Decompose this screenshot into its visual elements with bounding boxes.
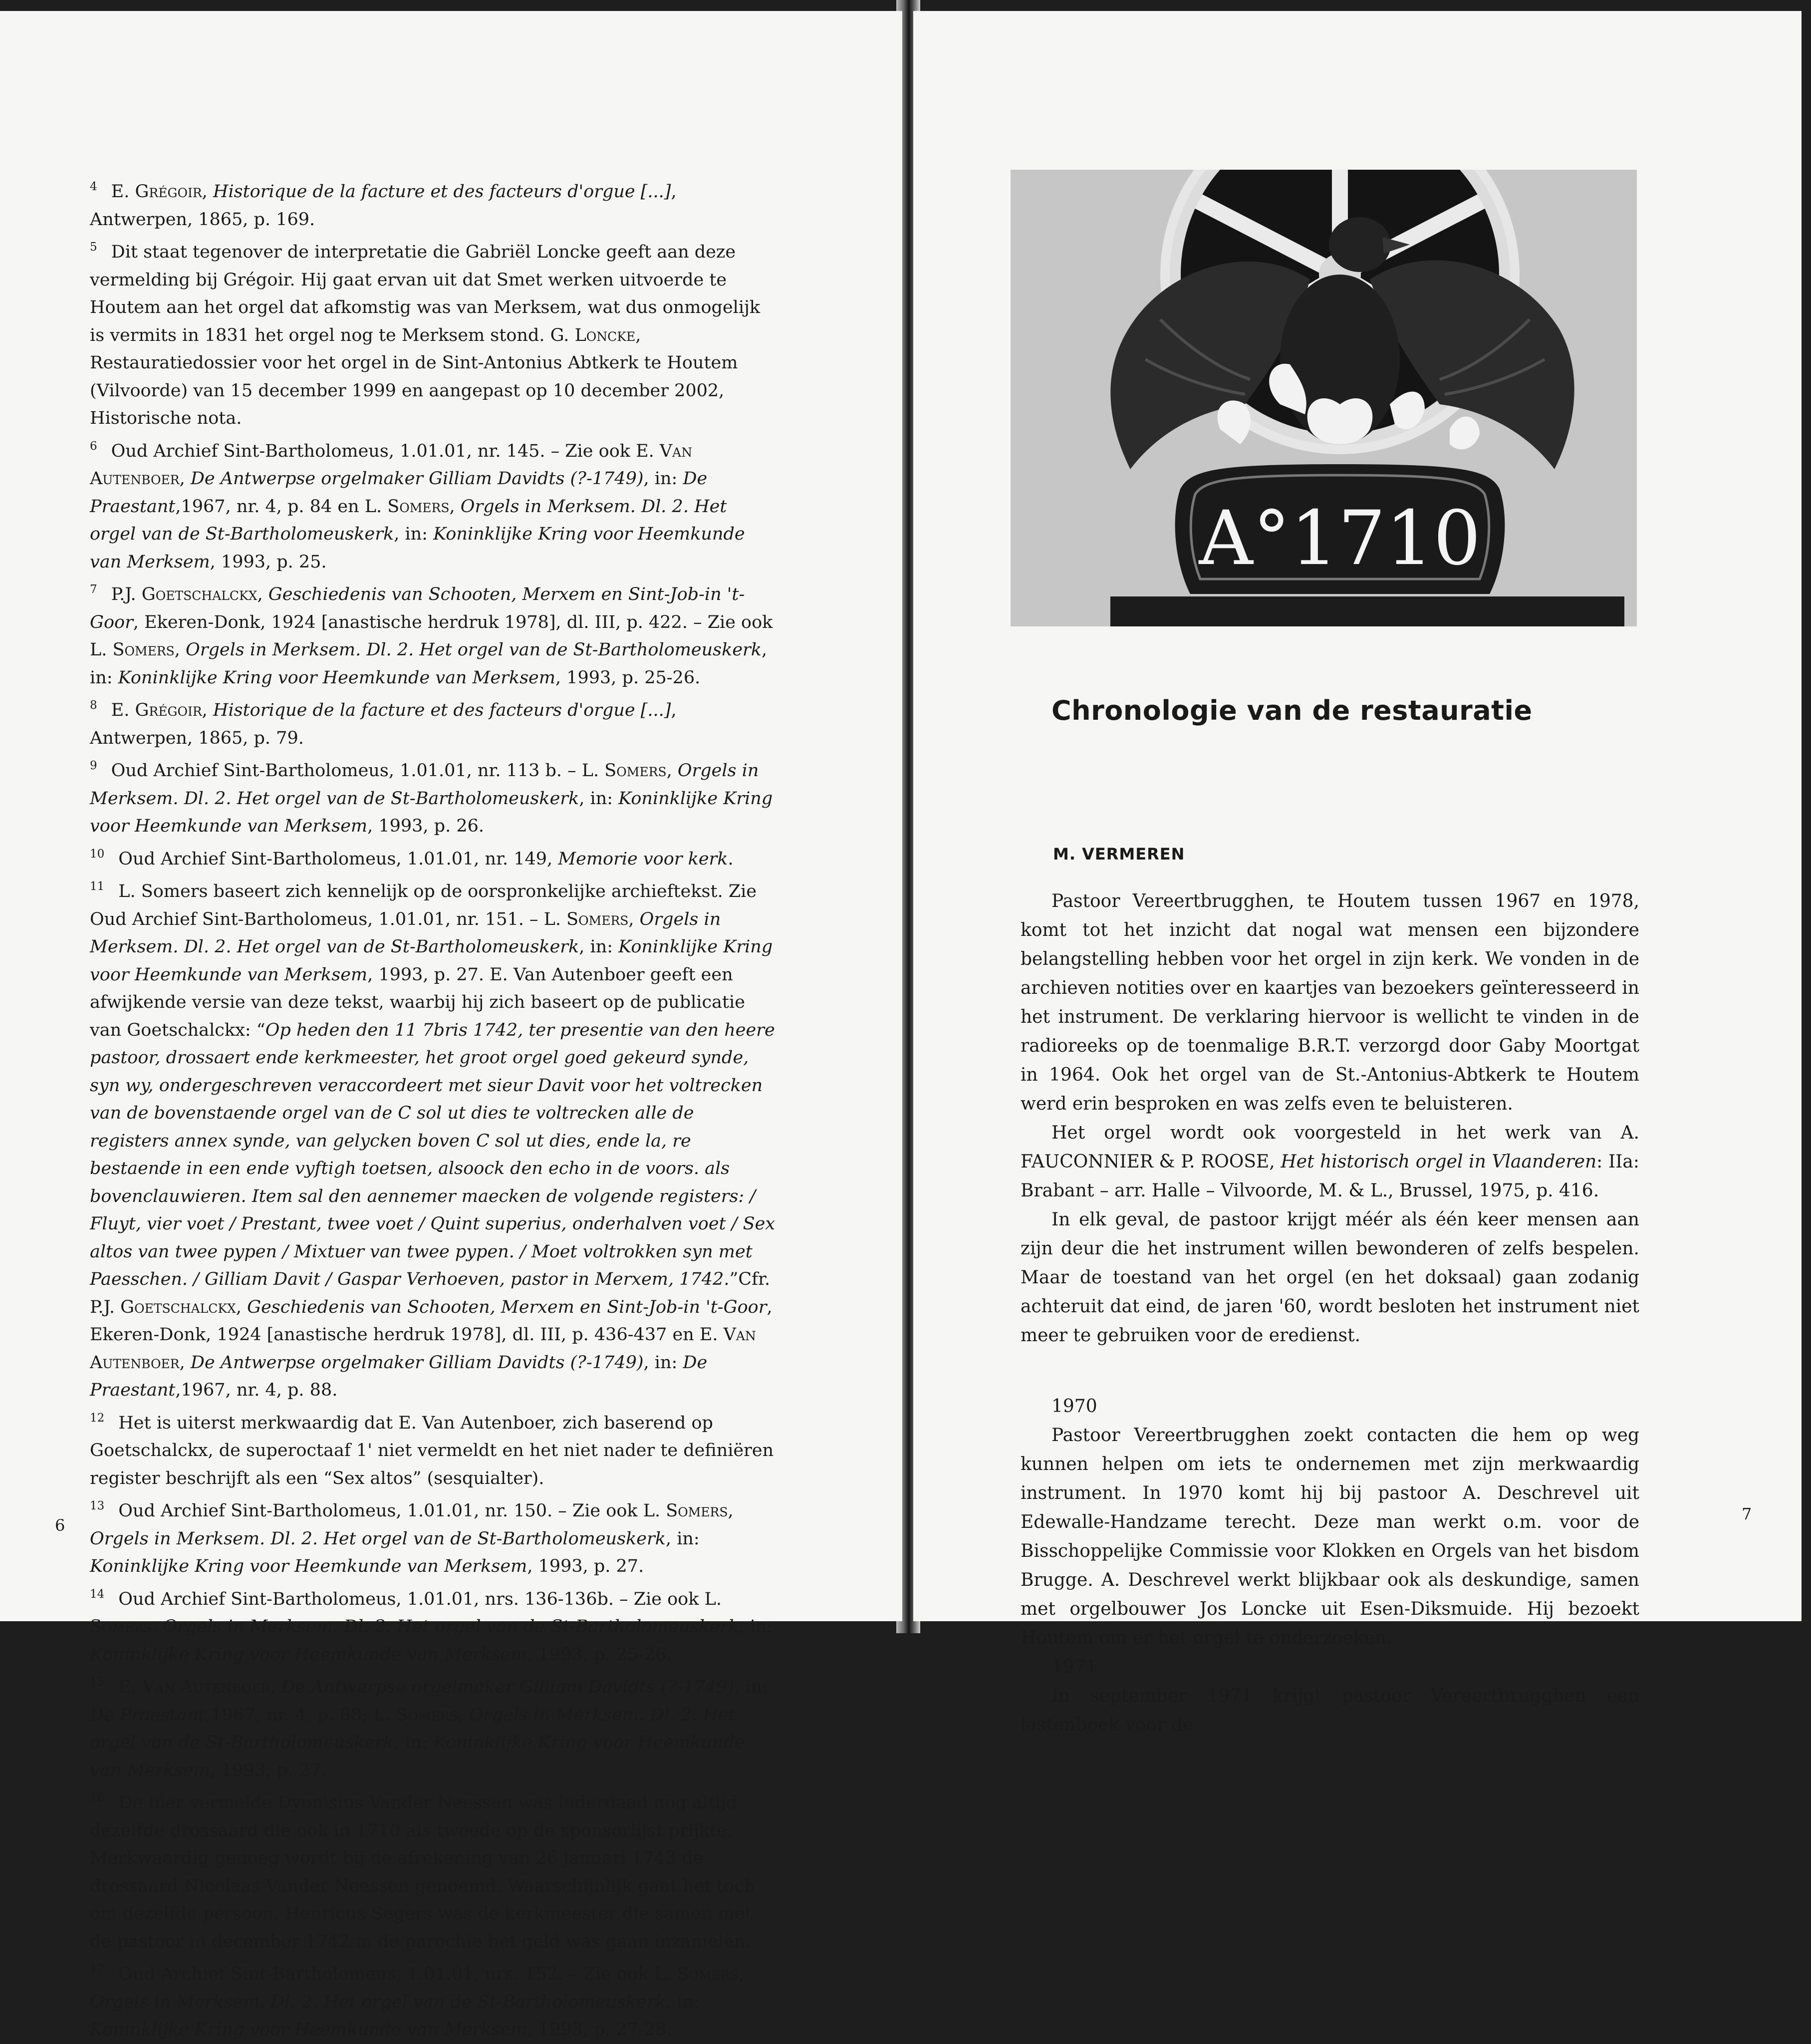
text-run: , in: bbox=[665, 1528, 700, 1549]
italic-text: Orgels in Merksem. Dl. 2. Het orgel van de St-Bartholomeuskerk bbox=[90, 1705, 736, 1752]
year-heading bbox=[1021, 1653, 1639, 1682]
footnote-number: 14 bbox=[90, 1587, 105, 1601]
italic-text: De Antwerpse orgelmaker Gilliam Davidts (?-1749) bbox=[190, 469, 644, 489]
text-run: In september 1971 krijgt pastoor Vereertbrugghen een lastenboek voor de bbox=[1021, 1686, 1639, 1735]
text-run: , bbox=[202, 700, 213, 720]
page-number: 7 bbox=[1742, 1504, 1752, 1523]
footnote-number: 10 bbox=[90, 847, 105, 861]
italic-text: Historique de la facture et des facteurs d'orgue [...] bbox=[213, 182, 671, 202]
author-name-smallcaps: Somers bbox=[666, 1501, 728, 1521]
footnote-number: 11 bbox=[90, 880, 105, 893]
text-run: , bbox=[666, 761, 678, 781]
author-name-smallcaps: Van Autenboer bbox=[142, 1677, 270, 1697]
text-run: ,1967, nr. 4, p. 88; L. bbox=[205, 1705, 396, 1725]
text-run: , bbox=[202, 182, 213, 202]
text-run: Het is uiterst merkwaardig dat E. Van Autenboer, zich baserend op Goetschalckx, de superoctaaf 1' niet vermeldt en het niet nader te definiëren register beschrijft als een “Sex altos” (sesquialter). bbox=[90, 1413, 774, 1488]
text-run: , 1993, p. 27-28. bbox=[527, 2020, 672, 2040]
organ-eagle-photo bbox=[1011, 170, 1637, 626]
author-name-smallcaps: Goetschalckx bbox=[141, 584, 258, 604]
author-name: M. VERMEREN bbox=[1053, 845, 1185, 864]
italic-text: Koninklijke Kring voor Heemkunde van Merksem bbox=[90, 1644, 527, 1665]
author-name-smallcaps: Grégoir bbox=[135, 700, 202, 720]
italic-text: Orgels in Merksem. Dl. 2. Het orgel van de St-Bartholomeuskerk bbox=[90, 909, 721, 957]
body-paragraph bbox=[1021, 1119, 1639, 1205]
italic-text: Orgels in Merksem. Dl. 2. Het orgel van de St-Bartholomeuskerk bbox=[186, 640, 762, 660]
italic-text: Koninklijke Kring voor Heemkunde van Merksem bbox=[90, 524, 745, 572]
footnote-number: 4 bbox=[90, 180, 97, 193]
italic-text: De Praestant bbox=[90, 469, 708, 517]
footnote bbox=[90, 173, 776, 234]
text-run: 1970 bbox=[1051, 1396, 1097, 1417]
text-run: , bbox=[269, 1677, 281, 1697]
text-run: Oud Archief Sint-Bartholomeus, 1.01.01, nr. 145. – Zie ook E. bbox=[111, 441, 660, 461]
footnote bbox=[90, 234, 776, 433]
author-name-smallcaps: Somers bbox=[387, 496, 450, 517]
body-text bbox=[1021, 887, 1639, 1740]
italic-text: Koninklijke Kring voor Heemkunde van Merksem bbox=[90, 2020, 527, 2040]
text-run: Pastoor Vereertbrugghen zoekt contacten die hem op weg kunnen helpen om iets te ondernemen met zijn merkwaardig instrument. In 1970 komt hij bij pastoor A. Deschrevel uit Edewalle-Handzame terecht. Deze man werkt o.m. voor de Bisschoppelijke Commissie voor Klokken en Orgels van het bisdom Brugge. A. Deschrevel werkt blijkbaar ook als deskundige, samen met orgelbouwer Jos Loncke uit Esen-Diksmuide. Hij bezoekt Houtem om er het orgel te onderzoeken. bbox=[1021, 1425, 1639, 1648]
text-run: E. bbox=[118, 1677, 143, 1697]
author-name-smallcaps: Somers bbox=[112, 640, 175, 660]
italic-text: Orgels in Merksem. Dl. 2. Het orgel van de St-Bartholomeuskerk bbox=[90, 1528, 666, 1549]
body-paragraph bbox=[1021, 1421, 1639, 1653]
footnote-number: 9 bbox=[90, 759, 97, 772]
text-run: , bbox=[449, 496, 461, 517]
italic-text: Orgels in Merksem. Dl. 2. Het orgel van de St-Bartholomeuskerk bbox=[163, 1617, 739, 1637]
italic-text: De Antwerpse orgelmaker Gilliam Davidts (?-1749) bbox=[281, 1677, 734, 1697]
text-run: , bbox=[179, 469, 191, 489]
text-run: Oud Archief Sint-Bartholomeus, 1.01.01, nr. 113 b. – L. bbox=[111, 761, 605, 781]
footnote-number: 6 bbox=[90, 439, 97, 453]
text-run: , in: bbox=[90, 640, 768, 688]
italic-text: Geschiedenis van Schooten, Merxem en Sint-Job-in 't-Goor bbox=[247, 1297, 767, 1317]
page-number: 6 bbox=[55, 1516, 65, 1535]
text-run: , 1993, p. 27. bbox=[527, 1556, 644, 1576]
text-run: Pastoor Vereertbrugghen, te Houtem tussen 1967 en 1978, komt tot het inzicht dat nogal wat mensen een bijzondere belangstelling hebben voor het orgel in zijn kerk. We vonden in de archieven notities over en kaartjes van bezoekers geïnteresseerd in het instrument. De verklaring hiervoor is wellicht te vinden in de radioreeks op de toenmalige B.R.T. verzorgd door Gaby Moortgat in 1964. Ook het orgel van de St.-Antonius-Abtkerk te Houtem werd erin besproken en was zelfs even te beluisteren. bbox=[1021, 891, 1639, 1114]
text-run: , bbox=[257, 584, 268, 604]
italic-text: Koninklijke Kring voor Heemkunde van Merksem bbox=[90, 788, 773, 836]
text-run: , 1993, p. 27. E. Van Autenboer geeft een afwijkende versie van deze tekst, waarbij hij zich baseert op de publicatie van Goetschalckx: “ bbox=[90, 964, 745, 1040]
footnote bbox=[90, 1669, 776, 1784]
italic-text: Koninklijke Kring voor Heemkunde van Merksem bbox=[90, 937, 773, 985]
text-run: Oud Archief Sint-Bartholomeus, 1.01.01, nr. 150. – Zie ook L. bbox=[118, 1501, 666, 1521]
footnote-number: 7 bbox=[90, 583, 97, 596]
author-name-smallcaps: Somers bbox=[677, 1964, 739, 1984]
italic-text: Historique de la facture et des facteurs d'orgue [...] bbox=[213, 700, 671, 720]
italic-text: De Praestant bbox=[90, 1352, 708, 1400]
italic-text: Orgels in Merksem. Dl. 2. Het orgel van de St-Bartholomeuskerk bbox=[90, 496, 727, 544]
footnote-number: 15 bbox=[90, 1676, 105, 1689]
author-name-smallcaps: Somers bbox=[604, 761, 667, 781]
text-run: , Antwerpen, 1865, p. 79. bbox=[90, 700, 677, 748]
footnote bbox=[90, 1405, 776, 1493]
footnote-number: 16 bbox=[90, 1791, 105, 1804]
text-run: E. bbox=[111, 700, 135, 720]
text-run: , in: bbox=[665, 1992, 700, 2012]
italic-text: Orgels in Merksem. Dl. 2. Het orgel van de St-Bartholomeuskerk bbox=[90, 1992, 666, 2012]
year-heading bbox=[1021, 1392, 1639, 1421]
year-inscription: A°1710 bbox=[1199, 495, 1481, 582]
footnote bbox=[90, 576, 776, 692]
right-page bbox=[913, 11, 1802, 1735]
author-name-smallcaps: Somers bbox=[566, 909, 629, 929]
text-run: , in: bbox=[579, 788, 619, 809]
italic-text: De Praestant bbox=[90, 1705, 206, 1725]
footnote-number: 5 bbox=[90, 241, 97, 254]
text-run: , bbox=[728, 1501, 734, 1521]
text-run: Oud Archief Sint-Bartholomeus, 1.01.01, nr. 149, bbox=[118, 849, 558, 869]
text-run: , in: bbox=[643, 469, 683, 489]
footnote bbox=[90, 1581, 776, 1669]
italic-text: Geschiedenis van Schooten, Merxem en Sint-Job-in 't-Goor bbox=[90, 584, 745, 632]
footnote bbox=[90, 1492, 776, 1581]
text-run: . bbox=[728, 849, 734, 869]
italic-text: Koninklijke Kring voor Heemkunde van Merksem bbox=[118, 667, 555, 688]
text-run: E. bbox=[111, 182, 135, 202]
body-paragraph bbox=[1021, 1205, 1639, 1350]
footnotes-list bbox=[90, 173, 776, 2044]
author-name-smallcaps: Somers bbox=[396, 1705, 458, 1725]
footnote-number: 8 bbox=[90, 699, 97, 712]
text-run: Oud Archief Sint-Bartholomeus, 1.01.01, nrs. 136-136b. – Zie ook L. bbox=[118, 1589, 722, 1609]
author-name-smallcaps: Goetschalckx bbox=[120, 1297, 236, 1317]
footnote bbox=[90, 1956, 776, 2044]
text-run: , bbox=[458, 1705, 470, 1725]
text-run: , in: bbox=[394, 524, 434, 544]
italic-text: Koninklijke Kring voor Heemkunde van Merksem bbox=[90, 1556, 527, 1576]
text-run: 1971 bbox=[1051, 1657, 1097, 1677]
author-name-smallcaps: Van Autenboer bbox=[90, 1325, 756, 1373]
body-paragraph bbox=[1021, 1682, 1639, 1740]
footnote bbox=[90, 873, 776, 1405]
text-run: , in: bbox=[739, 1617, 773, 1637]
footnote bbox=[90, 841, 776, 874]
italic-text: Op heden den 11 7bris 1742, ter presentie van den heere pastoor, drossaert ende kerkmeester, het groot orgel goed gekeurd synde, syn wy, ondergeschreven veraccordeert met sieur Davit voor het voltrecken van de bovenstaende orgel van de C sol ut dies te voltrecken alle de registers annex synde, van gelycken boven C sol ut dies, ende la, re bestaende in een ende vyftigh toetsen, alsoock den echo in de voors. als bovenclauwieren. Item sal den aennemer maecken de volgende registers: / Fluyt, vier voet / Prestant, twee voet / Quint superius, onderhalven voet / Sex altos van twee pypen / Mixtuer van twee pypen. / Moet voltrokken syn met Paesschen. / Gilliam Davit / Gaspar Verhoeven, pastor in Merxem, 1742. bbox=[90, 1020, 776, 1289]
text-run: , in: bbox=[734, 1677, 768, 1697]
italic-text: Memorie voor kerk bbox=[558, 849, 728, 869]
text-run: L. Somers baseert zich kennelijk op de oorspronkelijke archieftekst. Zie Oud Archief Sint-Bartholomeus, 1.01.01, nr. 151. – L. bbox=[90, 881, 757, 929]
footnote bbox=[90, 1784, 776, 1956]
text-run: , 1993, p. 27. bbox=[210, 1760, 327, 1780]
text-run: : IIa: Brabant – arr. Halle – Vilvoorde, M. & L., Brussel, 1975, p. 416. bbox=[1021, 1152, 1639, 1201]
text-run: , 1993, p. 25. bbox=[210, 552, 327, 572]
text-run: , bbox=[739, 1964, 745, 1984]
author-name-smallcaps: Van Autenboer bbox=[90, 441, 693, 489]
text-run: ,1967, nr. 4, p. 88. bbox=[175, 1380, 338, 1400]
text-run: , in: bbox=[643, 1352, 683, 1373]
text-run: Dit staat tegenover de interpretatie die Gabriël Loncke geeft aan deze vermelding bij Grégoir. Hij gaat ervan uit dat Smet werken uitvoerde te Houtem aan het orgel dat afkomstig was van Merksem, wat dus onmogelijk is vermits in 1831 het orgel nog te Merksem stond. G. bbox=[90, 242, 761, 345]
text-run: , in: bbox=[394, 1733, 434, 1752]
author-name-smallcaps: Somers bbox=[90, 1617, 152, 1637]
text-run: ”Cfr. P.J. bbox=[90, 1269, 771, 1317]
text-run: Oud Archief Sint-Bartholomeus, 1.01.01, nrs. 152. – Zie ook L. bbox=[118, 1964, 677, 1984]
chapter-title: Chronologie van de restauratie bbox=[1051, 695, 1533, 726]
footnote bbox=[90, 433, 776, 577]
text-run: Het orgel wordt ook voorgesteld in het werk van A. FAUCONNIER & P. ROOSE, bbox=[1021, 1123, 1639, 1172]
footnote-number: 12 bbox=[90, 1411, 105, 1425]
author-name-smallcaps: Loncke bbox=[574, 325, 636, 345]
body-paragraph bbox=[1021, 887, 1639, 1119]
text-run: , bbox=[152, 1617, 163, 1637]
left-page bbox=[0, 11, 902, 2040]
footnote-number: 13 bbox=[90, 1499, 105, 1512]
text-run: , bbox=[628, 909, 640, 929]
italic-text: Orgels in Merksem. Dl. 2. Het orgel van de St-Bartholomeuskerk bbox=[90, 761, 759, 809]
text-run: , 1993, p. 25-26. bbox=[527, 1644, 672, 1665]
text-run: , Ekeren-Donk, 1924 [anastische herdruk 1978], dl. III, p. 436-437 en E. bbox=[90, 1297, 773, 1345]
footnote-number: 17 bbox=[90, 1963, 105, 1976]
author-name-smallcaps: Grégoir bbox=[135, 182, 202, 202]
text-run: , Antwerpen, 1865, p. 169. bbox=[90, 182, 677, 230]
text-run: , 1993, p. 25-26. bbox=[555, 667, 701, 688]
text-run: ,1967, nr. 4, p. 84 en L. bbox=[175, 496, 388, 517]
text-run: De hier vermelde Dyonisius Vander Neessen was inderdaad nog altijd dezelfde drossaard die ook in 1710 als tweede op de sponsorlijst prijkte. Merkwaardig genoeg wordt bij de afrekening van 26 januari 1743 de drossaard Nicolaas Vander Neessen genoemd. Waarschijnlijk gaat het toch om dezelfde persoon. Henricus Segers was de kerkmeester die samen met de pastoor in december 1742 in de parochie het geld was gaan inzamelen. bbox=[90, 1793, 756, 1952]
italic-text: De Antwerpse orgelmaker Gilliam Davidts (?-1749) bbox=[190, 1352, 644, 1373]
text-run: , in: bbox=[579, 937, 619, 957]
text-run: , Restauratiedossier voor het orgel in de Sint-Antonius Abtkerk te Houtem (Vilvoorde) van 15 december 1999 en aangepast op 10 december 2002, Historische nota. bbox=[90, 325, 738, 428]
text-run: , Ekeren-Donk, 1924 [anastische herdruk 1978], dl. III, p. 422. – Zie ook L. bbox=[90, 612, 773, 660]
text-run: , 1993, p. 26. bbox=[367, 816, 485, 836]
italic-text: Het historisch orgel in Vlaanderen bbox=[1281, 1152, 1597, 1172]
italic-text: Koninklijke Kring voor Heemkunde van Merksem bbox=[90, 1733, 745, 1780]
footnote bbox=[90, 752, 776, 841]
footnote bbox=[90, 692, 776, 752]
text-run: , bbox=[174, 640, 186, 660]
text-run: In elk geval, de pastoor krijgt méér als één keer mensen aan zijn deur die het instrument willen bewonderen of zelfs bespelen. Maar de toestand van het orgel (en het doksaal) gaan zodanig achteruit dat eind, de jaren '60, wordt besloten het instrument niet meer te gebruiken voor de eredienst. bbox=[1021, 1209, 1639, 1346]
text-run: , bbox=[236, 1297, 248, 1317]
text-run: , bbox=[179, 1352, 191, 1373]
text-run: P.J. bbox=[111, 584, 142, 604]
